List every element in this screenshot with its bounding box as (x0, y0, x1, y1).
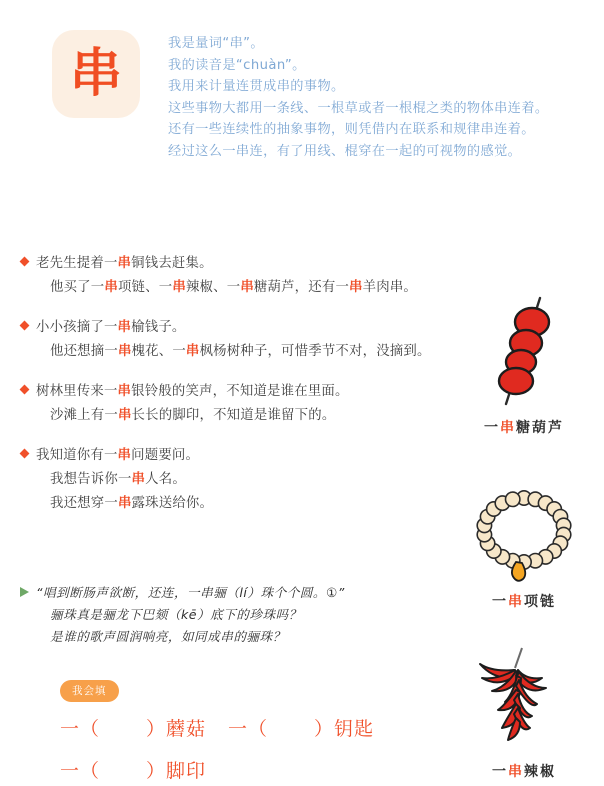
intro-line: 这些事物大都用一条线、一根草或者一根棍之类的物体串连着。 (168, 100, 549, 116)
highlight-measure-word: 串 (117, 320, 132, 335)
fill-in-section (60, 680, 480, 786)
sentence-text: 银铃般的笑声，不知道是谁在里面。 (131, 384, 349, 399)
intro-line: 我是量词“串”。 (168, 36, 264, 51)
sentence-text: 人名。 (145, 472, 186, 487)
necklace-bead (506, 492, 520, 506)
highlight-measure-word: 串 (104, 280, 118, 295)
example-line (36, 444, 604, 468)
intro-line: 我的读音是“chuàn”。 (168, 57, 306, 73)
sentence-text: 榆钱子。 (131, 320, 186, 335)
sentence-text: 我知道你有一 (36, 448, 118, 463)
sentence-text: 槐花、一 (131, 344, 186, 359)
fill-in-row (60, 714, 480, 744)
caption-prefix: 一 (492, 594, 508, 610)
blank-suffix: ）钥匙 (314, 718, 375, 740)
diamond-bullet-icon (20, 449, 30, 459)
highlight-measure-word: 串 (131, 472, 146, 487)
highlight-measure-word: 串 (117, 408, 132, 423)
sentence-text: 糖葫芦，还有一 (253, 280, 350, 295)
highlight-measure-word: 串 (117, 496, 132, 511)
caption-suffix: 辣椒 (524, 764, 556, 780)
sentence-text: 沙滩上有一 (50, 408, 118, 423)
sentence-text: 小小孩摘了一 (36, 320, 118, 335)
caption-highlight: 串 (500, 420, 516, 436)
sentence-text: 露珠送给你。 (131, 496, 214, 511)
tanghulu-icon (452, 292, 596, 410)
blank-prefix: 一（ (228, 718, 269, 740)
blank-prefix: 一（ (60, 760, 101, 782)
chili-icon (452, 646, 596, 754)
sentence-text: 他还想摘一 (50, 344, 118, 359)
caption-highlight: 串 (508, 594, 524, 610)
sentence-text: 我想告诉你一 (50, 472, 132, 487)
measure-word-card (52, 30, 140, 118)
caption-highlight: 串 (508, 764, 524, 780)
intro-line: 我用来计量连贯成串的事物。 (168, 79, 345, 95)
sentence-text: 我还想穿一 (50, 496, 118, 511)
highlight-measure-word: 串 (117, 384, 132, 399)
sentence-text: 枫杨树种子，可惜季节不对，没摘到。 (199, 344, 431, 359)
fill-in-badge: 我会填 (60, 680, 119, 702)
intro-paragraph (168, 33, 586, 163)
poem-line: “唱到断肠声欲断，还连，一串骊（lí）珠个个圆。①” (36, 585, 345, 600)
sentence-text: 羊肉串。 (362, 280, 418, 295)
intro-line: 还有一些连续性的抽象事物，则凭借内在联系和规律串连着。 (168, 122, 535, 138)
sentence-text: 问题要问。 (131, 448, 200, 463)
example-line (36, 252, 604, 276)
caption-suffix: 项链 (524, 594, 556, 610)
sentence-text: 他买了一 (50, 280, 105, 295)
illustration-chili (452, 646, 596, 781)
caption-suffix: 糖葫芦 (516, 420, 564, 436)
fill-in-row (60, 756, 480, 786)
caption-prefix: 一 (484, 420, 500, 436)
measure-word-character: 串 (69, 44, 122, 104)
diamond-bullet-icon (20, 321, 30, 331)
poem-line: 是谁的歌声圆润响亮，如同成串的骊珠？ (50, 629, 286, 644)
diamond-bullet-icon (20, 257, 30, 267)
sentence-text: 老先生提着一 (36, 256, 118, 271)
caption-prefix: 一 (492, 764, 508, 780)
illustration-caption (452, 417, 596, 437)
sentence-text: 项链、一 (117, 280, 173, 295)
blank-prefix: 一（ (60, 718, 101, 740)
header-section (0, 0, 604, 240)
highlight-measure-word: 串 (117, 344, 132, 359)
highlight-measure-word: 串 (185, 344, 200, 359)
illustration-caption (452, 761, 596, 781)
illustration-caption (452, 591, 596, 611)
highlight-measure-word: 串 (240, 280, 254, 295)
sentence-text: 长长的脚印，不知道是谁留下的。 (131, 408, 336, 423)
illustration-necklace (452, 486, 596, 611)
blank-suffix: ）脚印 (146, 760, 207, 782)
sentence-text: 铜钱去赶集。 (131, 256, 213, 271)
intro-line: 经过这么一串连，有了用线、棍穿在一起的可视物的感觉。 (168, 143, 522, 159)
illustration-tanghulu (452, 292, 596, 437)
sentence-text: 树林里传来一 (36, 384, 118, 399)
highlight-measure-word: 串 (117, 448, 132, 463)
sentence-text: 辣椒、一 (185, 280, 241, 295)
necklace-icon (452, 486, 596, 584)
poem-line: 骊珠真是骊龙下巴颏（kē）底下的珍珠吗？ (50, 607, 302, 622)
highlight-measure-word: 串 (349, 280, 363, 295)
diamond-bullet-icon (20, 385, 30, 395)
triangle-bullet-icon (20, 587, 29, 597)
highlight-measure-word: 串 (172, 280, 186, 295)
highlight-measure-word: 串 (117, 256, 132, 271)
fill-in-rows (60, 714, 480, 786)
blank-suffix: ）蘑菇 (146, 718, 207, 740)
